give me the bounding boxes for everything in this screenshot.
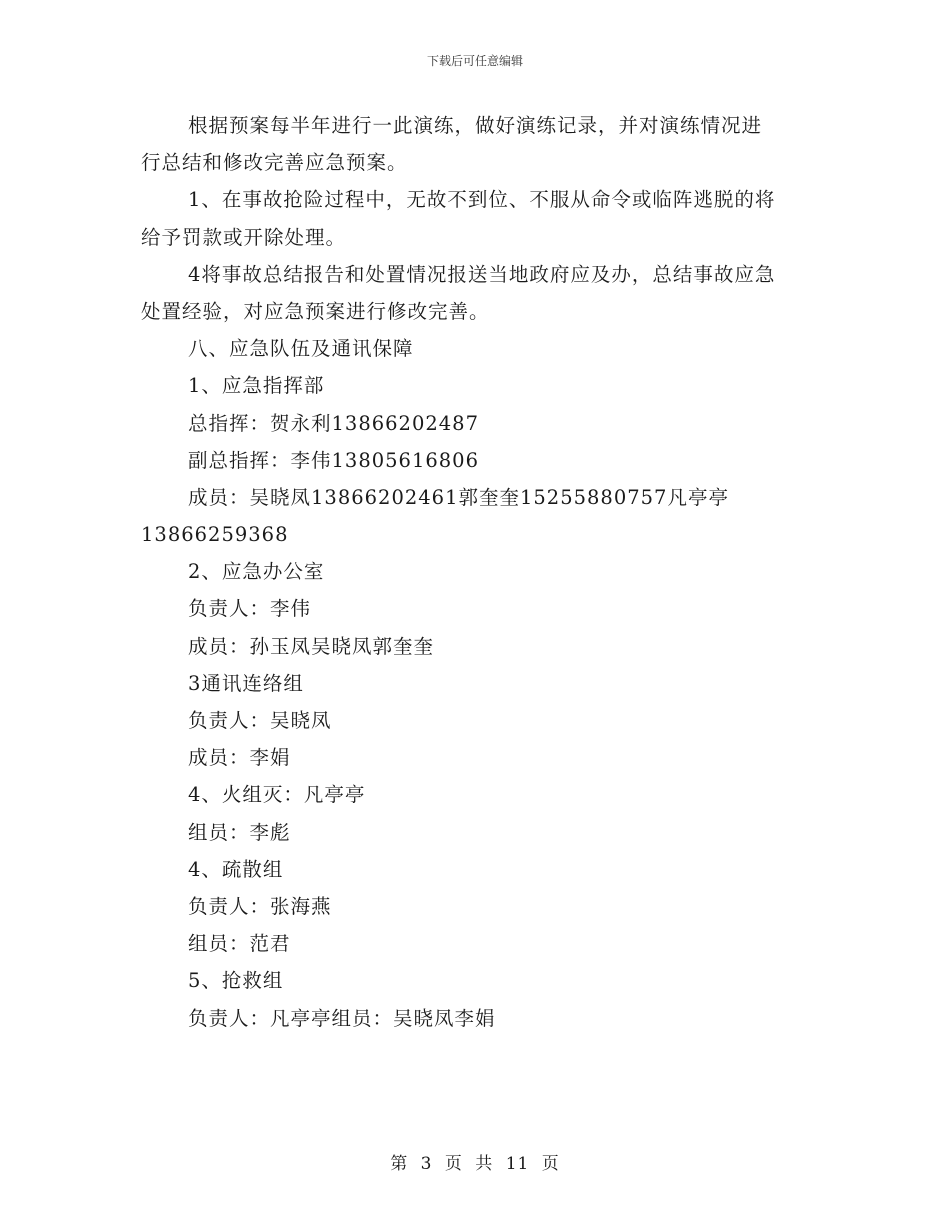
- contact-line: 成员：吴晓凤13866202461郭奎奎15255880757凡亭亭: [188, 485, 729, 509]
- contact-line: 负责人：李伟: [188, 597, 312, 621]
- paragraph-line: 给予罚款或开除处理。: [141, 225, 347, 249]
- contact-line: 负责人：张海燕: [188, 894, 332, 918]
- paragraph-line: 4将事故总结报告和处置情况报送当地政府应及办，总结事故应急: [188, 262, 776, 286]
- contact-line: 副总指挥：李伟13805616806: [188, 448, 479, 472]
- contact-line: 负责人：吴晓凤: [188, 709, 332, 732]
- subsection-heading: 4、疏散组: [188, 857, 284, 881]
- paragraph-line: 根据预案每半年进行一此演练，做好演练记录，并对演练情况进: [188, 114, 763, 137]
- page-number-footer: 第 3 页 共 11 页: [390, 1154, 560, 1174]
- contact-line: 组员：范君: [188, 932, 291, 956]
- section-heading: 八、应急队伍及通讯保障: [188, 337, 414, 361]
- subsection-heading: 4、火组灭：凡亭亭: [188, 783, 366, 807]
- document-body: [141, 107, 816, 1037]
- paragraph-line: 行总结和修改完善应急预案。: [141, 151, 408, 175]
- subsection-heading: 1、应急指挥部: [188, 374, 325, 398]
- subsection-heading: 5、抢救组: [188, 969, 284, 993]
- contact-line: 成员：孙玉凤吴晓凤郭奎奎: [188, 634, 435, 658]
- page-header: 下载后可任意编辑: [426, 54, 523, 68]
- subsection-heading: 3通讯连络组: [188, 671, 304, 695]
- contact-line: 组员：李彪: [188, 820, 291, 844]
- subsection-heading: 2、应急办公室: [188, 560, 325, 584]
- contact-line: 负责人：凡亭亭组员：吴晓凤李娟: [188, 1006, 496, 1030]
- contact-line: 成员：李娟: [188, 746, 291, 770]
- contact-line: 总指挥：贺永利13866202487: [188, 411, 479, 435]
- contact-line: 13866259368: [141, 523, 289, 547]
- paragraph-line: 1、在事故抢险过程中，无故不到位、不服从命令或临阵逃脱的将: [188, 188, 776, 212]
- paragraph-line: 处置经验，对应急预案进行修改完善。: [141, 299, 490, 323]
